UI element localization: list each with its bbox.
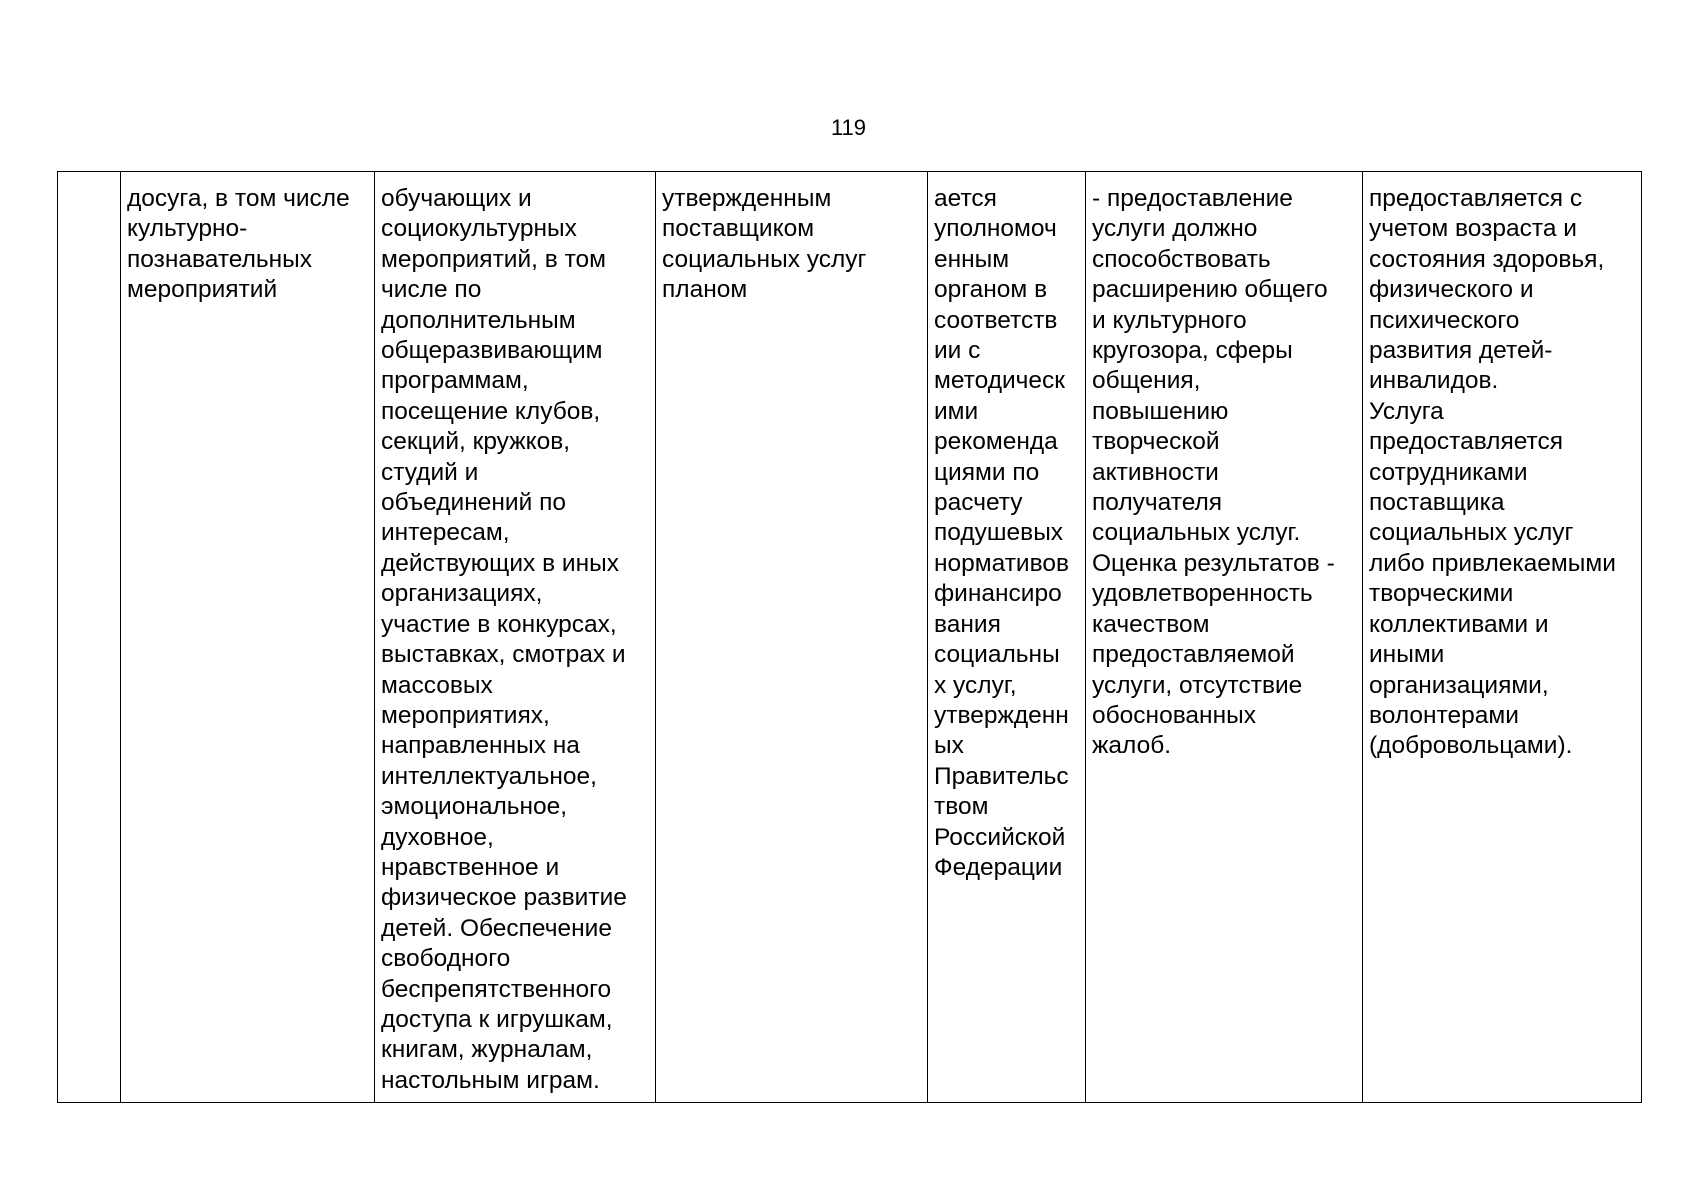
page-number: 119 — [830, 115, 867, 140]
services-table — [57, 171, 1642, 1103]
table-row — [58, 172, 1642, 1103]
table-cell-rate: ается уполномоч енным органом в соответств ии с методическ ими рекоменда циями по расчету подушевых нормативов финансиро вания социальны х услуг, утвержденн ых Правительс твом Российской Федерации — [928, 172, 1086, 1103]
table-cell-number — [58, 172, 121, 1103]
table-cell-service-name: досуга, в том числе культурно- познавательных мероприятий — [121, 172, 375, 1103]
table-cell-quality-indicators: - предоставление услуги должно способствовать расширению общего и культурного кругозора, сферы общения, повышению творческой активности получателя социальных услуг. Оценка результатов - удовлетворенность качеством предоставляемой услуги, отсутствие обоснованных жалоб. — [1086, 172, 1363, 1103]
table-cell-conditions: предоставляется с учетом возраста и состояния здоровья, физического и психического развития детей- инвалидов. Услуга предоставляется сотрудниками поставщика социальных услуг либо привлекаемыми творческими коллективами и иными организациями, волонтерами (добровольцами). — [1363, 172, 1642, 1103]
table-cell-service-term: утвержденным поставщиком социальных услуг планом — [656, 172, 928, 1103]
table-cell-service-description: обучающих и социокультурных мероприятий, в том числе по дополнительным общеразвивающим программам, посещение клубов, секций, кружков, студий и объединений по интересам, действующих в иных организациях, участие в конкурсах, выставках, смотрах и массовых мероприятиях, направленных на интеллектуальное, эмоциональное, духовное, нравственное и физическое развитие детей. Обеспечение свободного беспрепятственного доступа к игрушкам, книгам, журналам, настольным играм. — [375, 172, 656, 1103]
